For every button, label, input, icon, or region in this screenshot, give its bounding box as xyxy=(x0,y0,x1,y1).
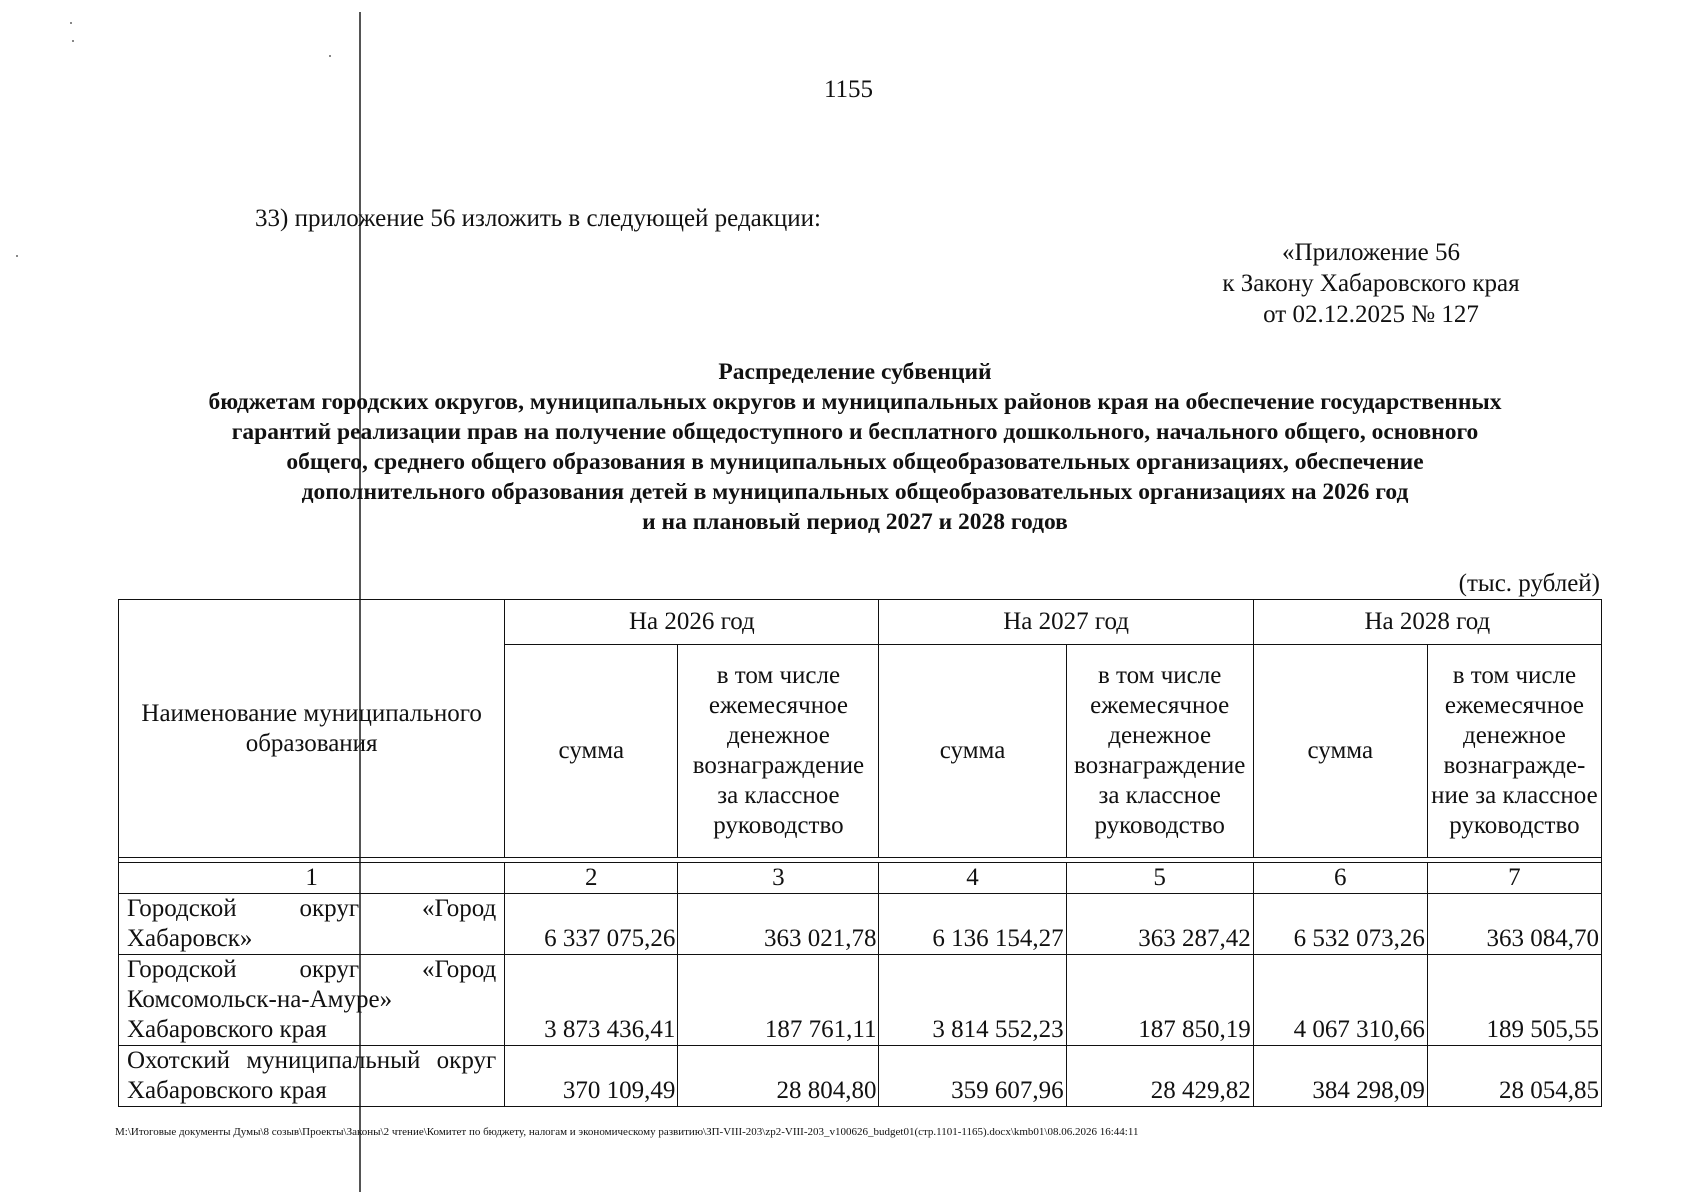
title-line: и на плановый период 2027 и 2028 годов xyxy=(642,509,1068,535)
column-number: 1 xyxy=(119,863,505,894)
sum-2027: 6 136 154,27 xyxy=(879,894,1066,955)
appendix-reference xyxy=(1141,237,1601,330)
class-reward-2026: 363 021,78 xyxy=(678,894,879,955)
column-number-row xyxy=(119,863,1602,894)
class-reward-2026: 28 804,80 xyxy=(678,1046,879,1107)
header-year-2028: На 2028 год xyxy=(1253,600,1601,645)
sum-2026: 3 873 436,41 xyxy=(505,955,678,1046)
title-line: дополнительного образования детей в муниципальных общеобразовательных организациях на 2026 год xyxy=(301,479,1409,505)
sum-2028: 6 532 073,26 xyxy=(1253,894,1427,955)
municipality-name: Городской округ «Город Комсомольск-на-Амуре» Хабаровского края xyxy=(119,955,505,1046)
scan-speck xyxy=(16,255,18,257)
appendix-line: от 02.12.2025 № 127 xyxy=(1263,301,1479,328)
header-municipality: Наименование муниципального образования xyxy=(119,600,505,858)
header-sum-2028: сумма xyxy=(1253,645,1427,858)
appendix-line: к Закону Хабаровского края xyxy=(1222,270,1520,297)
header-year-2027: На 2027 год xyxy=(879,600,1253,645)
class-reward-2027: 28 429,82 xyxy=(1066,1046,1253,1107)
sum-2026: 6 337 075,26 xyxy=(505,894,678,955)
table-row xyxy=(119,955,1602,1046)
municipality-name: Городской округ «Город Хабаровск» xyxy=(119,894,505,955)
header-sum-2027: сумма xyxy=(879,645,1066,858)
class-reward-2027: 363 287,42 xyxy=(1066,894,1253,955)
title-line: бюджетам городских округов, муниципальных округов и муниципальных районов края на обеспечение государственных xyxy=(208,389,1502,415)
sum-2028: 4 067 310,66 xyxy=(1253,955,1427,1046)
header-year-2026: На 2026 год xyxy=(505,600,879,645)
class-reward-2027: 187 850,19 xyxy=(1066,955,1253,1046)
header-incl-2027: в том числе ежемесячное денежное вознаграждение за классное руководство xyxy=(1066,645,1253,858)
class-reward-2028: 189 505,55 xyxy=(1427,955,1601,1046)
sum-2027: 359 607,96 xyxy=(879,1046,1066,1107)
units-label: (тыс. рублей) xyxy=(1458,570,1600,597)
column-number: 7 xyxy=(1427,863,1601,894)
document-title xyxy=(100,357,1610,537)
class-reward-2026: 187 761,11 xyxy=(678,955,879,1046)
footer-file-path: M:\Итоговые документы Думы\8 созыв\Проекты\Законы\2 чтение\Комитет по бюджету, налогам и экономическому развитию\ЗП-VIII-203\zp2-VIII-203_v100626_budget01(стр.1101-1165).docx\kmb01\08.06.2026 16:44:11 xyxy=(115,1126,1139,1138)
appendix-line: «Приложение 56 xyxy=(1282,239,1460,266)
column-number: 2 xyxy=(505,863,678,894)
scan-speck xyxy=(70,22,72,24)
sum-2027: 3 814 552,23 xyxy=(879,955,1066,1046)
column-number: 5 xyxy=(1066,863,1253,894)
column-number: 3 xyxy=(678,863,879,894)
class-reward-2028: 363 084,70 xyxy=(1427,894,1601,955)
column-number: 6 xyxy=(1253,863,1427,894)
column-number: 4 xyxy=(879,863,1066,894)
table-row xyxy=(119,1046,1602,1107)
title-line: общего, среднего общего образования в муниципальных общеобразовательных организациях, обеспечение xyxy=(286,449,1424,475)
subsidy-table xyxy=(118,599,1602,1107)
sum-2026: 370 109,49 xyxy=(505,1046,678,1107)
header-incl-2026: в том числе ежемесячное денежное вознаграждение за классное руководство xyxy=(678,645,879,858)
table-row xyxy=(119,894,1602,955)
header-row-years xyxy=(119,600,1602,645)
class-reward-2028: 28 054,85 xyxy=(1427,1046,1601,1107)
scan-speck xyxy=(72,40,74,42)
page-number: 1155 xyxy=(823,76,874,103)
sum-2028: 384 298,09 xyxy=(1253,1046,1427,1107)
title-line: Распределение субвенций xyxy=(718,359,992,385)
header-sum-2026: сумма xyxy=(505,645,678,858)
title-line: гарантий реализации прав на получение общедоступного и бесплатного дошкольного, начального общего, основного xyxy=(231,419,1479,445)
amendment-instruction: 33) приложение 56 изложить в следующей редакции: xyxy=(255,205,821,232)
header-incl-2028: в том числе ежемесячное денежное вознагражде-ние за классное руководство xyxy=(1427,645,1601,858)
scan-speck xyxy=(329,55,331,57)
municipality-name: Охотский муниципальный округ Хабаровского края xyxy=(119,1046,505,1107)
